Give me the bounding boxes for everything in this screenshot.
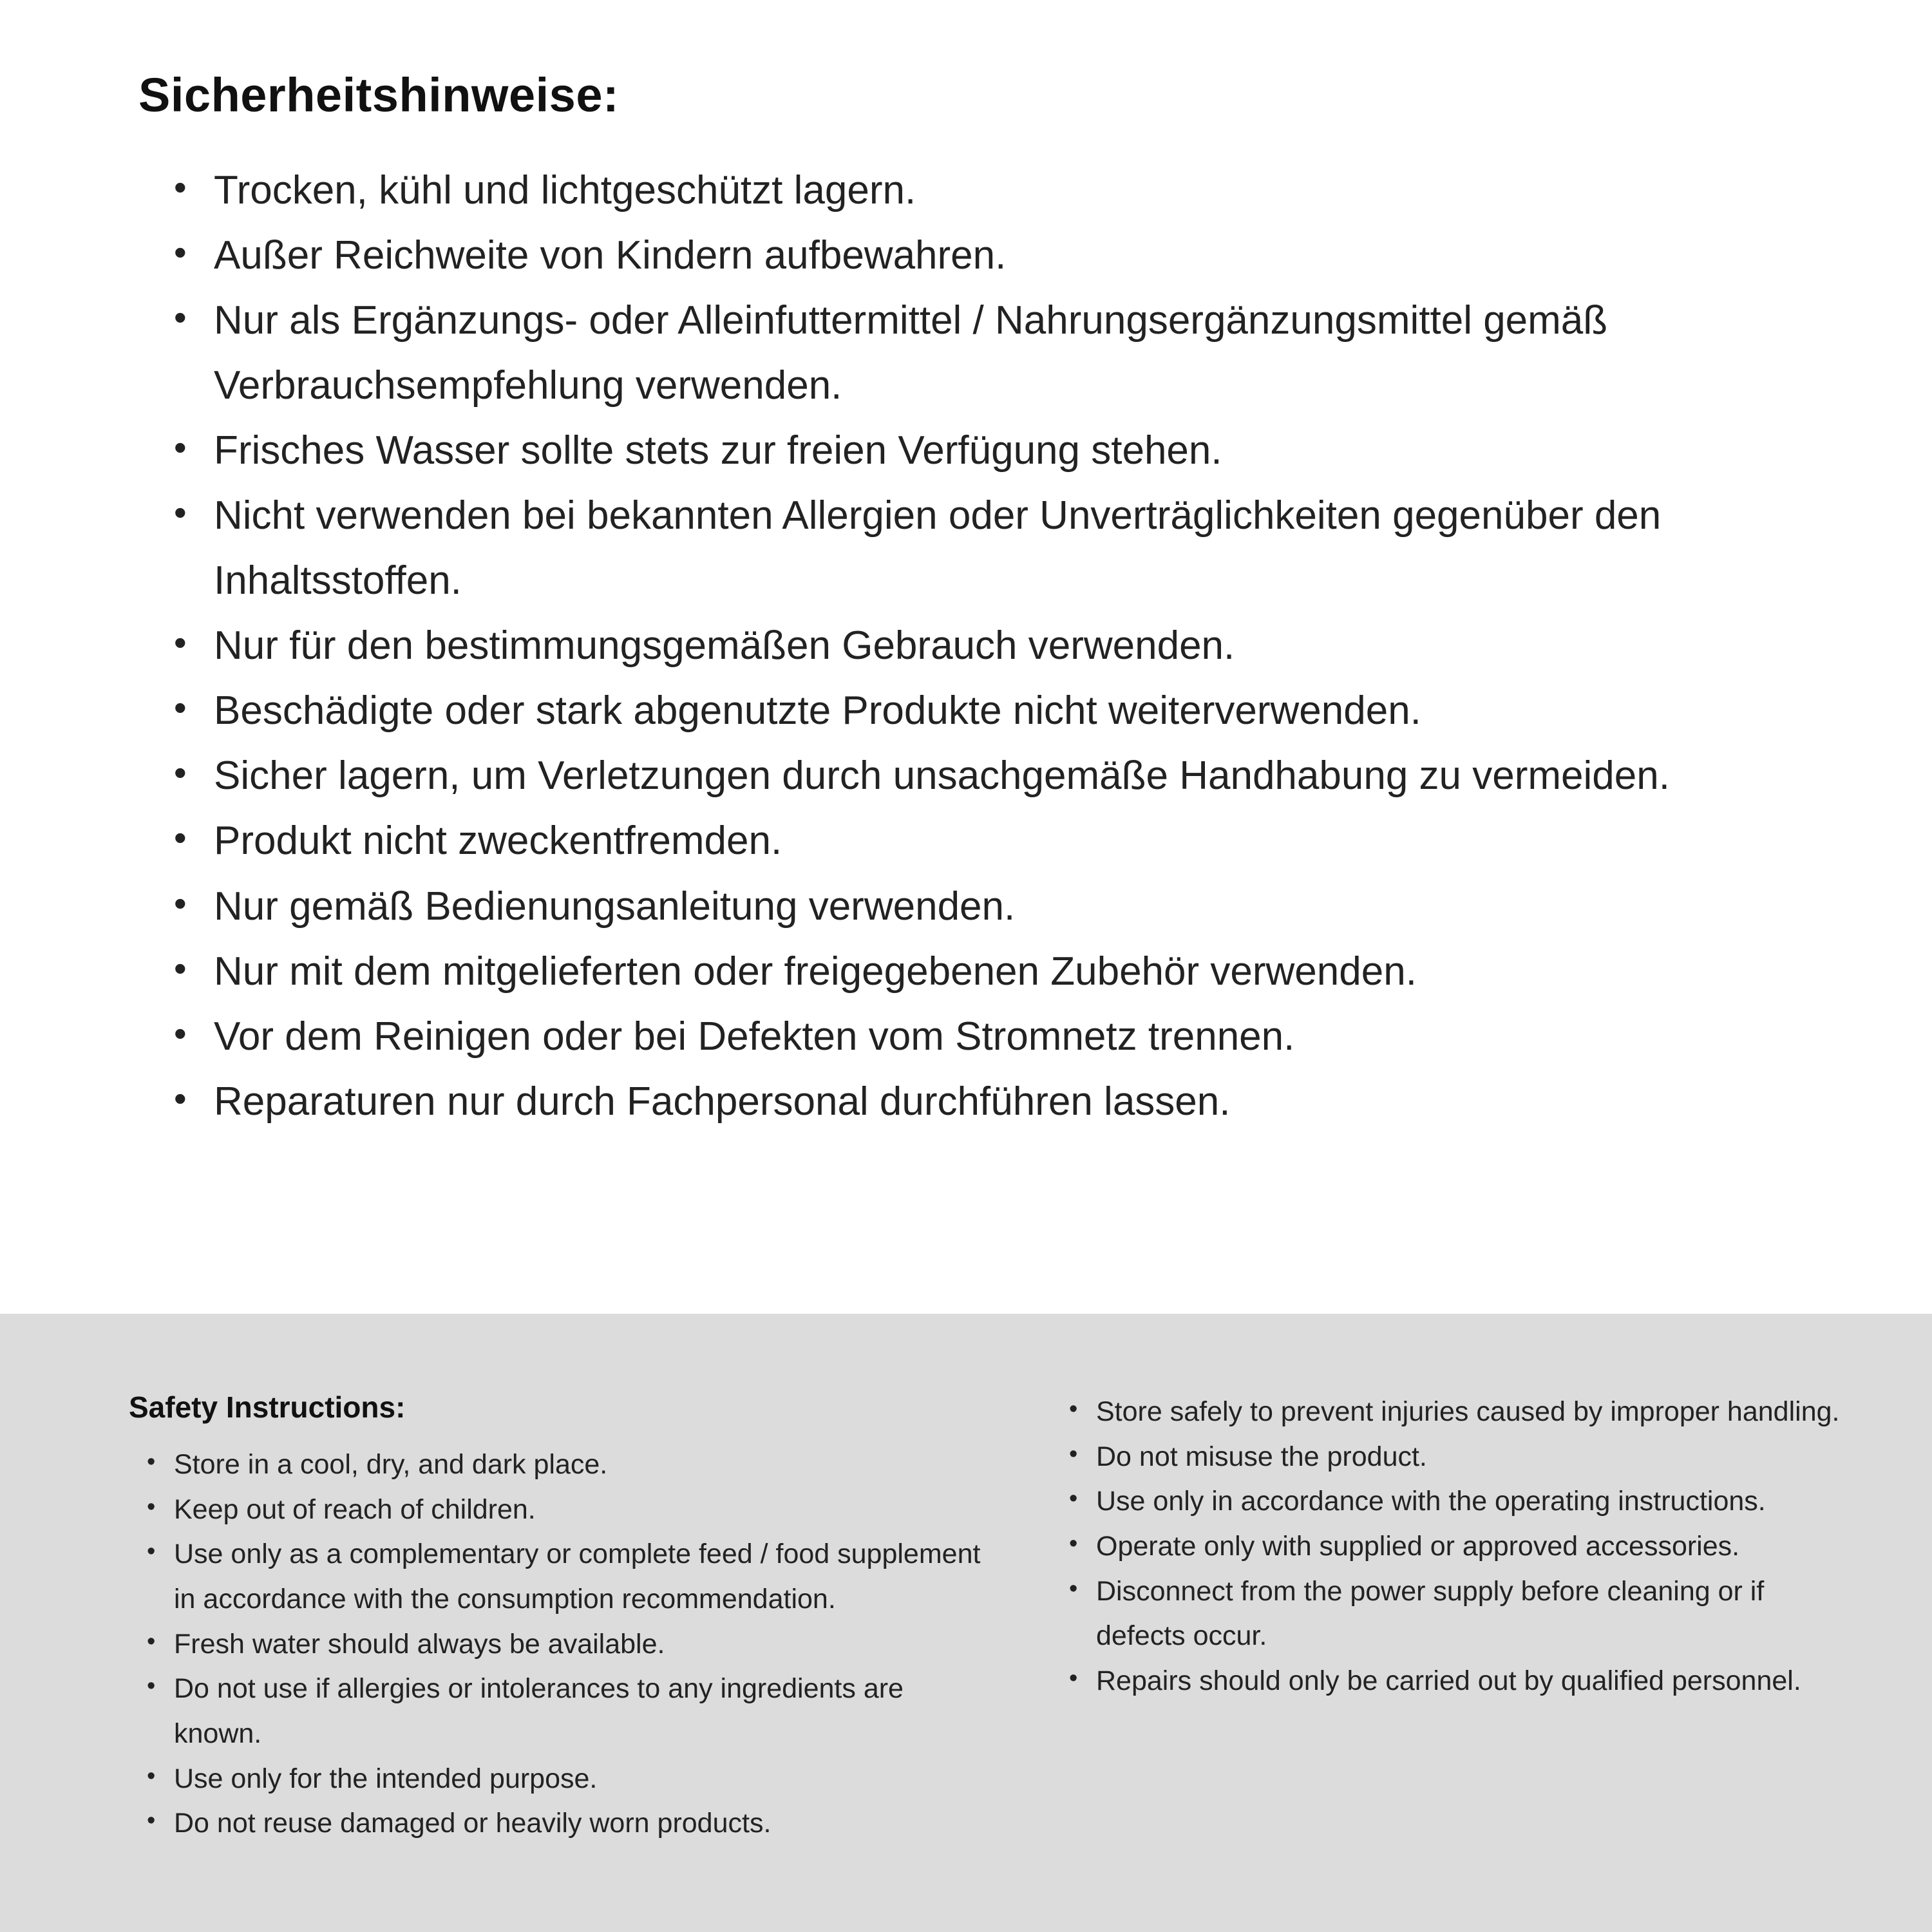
- list-item: • Disconnect from the power supply before cleaning or if defects occur.: [1069, 1569, 1848, 1659]
- german-list: [138, 158, 1835, 1134]
- list-item: • Nicht verwenden bei bekannten Allergien oder Unverträglichkeiten gegenüber den Inhaltsstoffen.: [174, 483, 1835, 613]
- list-item: • Außer Reichweite von Kindern aufbewahren.: [174, 223, 1835, 288]
- german-title: Sicherheitshinweise:: [138, 68, 620, 122]
- list-item: • Repairs should only be carried out by qualified personnel.: [1069, 1659, 1848, 1704]
- list-item: • Nur mit dem mitgelieferten oder freigegebenen Zubehör verwenden.: [174, 939, 1835, 1004]
- list-item: • Do not use if allergies or intolerances to any ingredients are known.: [147, 1667, 985, 1756]
- english-title: Safety Instructions:: [129, 1390, 406, 1424]
- list-item: • Store in a cool, dry, and dark place.: [147, 1443, 985, 1488]
- list-item: • Store safely to prevent injuries caused by improper handling.: [1069, 1390, 1848, 1435]
- list-item: • Reparaturen nur durch Fachpersonal durchführen lassen.: [174, 1069, 1835, 1134]
- list-item: • Do not misuse the product.: [1069, 1435, 1848, 1480]
- list-item: • Keep out of reach of children.: [147, 1488, 985, 1533]
- list-item: • Trocken, kühl und lichtgeschützt lagern.: [174, 158, 1835, 223]
- list-item: • Nur für den bestimmungsgemäßen Gebrauch verwenden.: [174, 613, 1835, 678]
- english-left-list: [129, 1443, 985, 1846]
- list-item: • Nur als Ergänzungs- oder Alleinfuttermittel / Nahrungsergänzungsmittel gemäß Verbrauchsempfehlung verwenden.: [174, 288, 1835, 418]
- list-item: • Frisches Wasser sollte stets zur freien Verfügung stehen.: [174, 418, 1835, 483]
- english-right-column: [1069, 1390, 1848, 1932]
- list-item: • Use only for the intended purpose.: [147, 1757, 985, 1802]
- list-item: • Fresh water should always be available.: [147, 1622, 985, 1667]
- list-item: • Sicher lagern, um Verletzungen durch unsachgemäße Handhabung zu vermeiden.: [174, 743, 1835, 808]
- list-item: • Do not reuse damaged or heavily worn products.: [147, 1801, 985, 1846]
- list-item: • Nur gemäß Bedienungsanleitung verwenden.: [174, 874, 1835, 939]
- list-item: • Use only as a complementary or complete feed / food supplement in accordance with the consumption recommendation.: [147, 1532, 985, 1622]
- english-right-list: [1069, 1390, 1848, 1704]
- list-item: • Operate only with supplied or approved accessories.: [1069, 1524, 1848, 1569]
- english-section: [0, 1314, 1932, 1932]
- english-left-column: [129, 1390, 985, 1932]
- list-item: • Beschädigte oder stark abgenutzte Produkte nicht weiterverwenden.: [174, 678, 1835, 743]
- list-item: • Produkt nicht zweckentfremden.: [174, 808, 1835, 873]
- list-item: • Vor dem Reinigen oder bei Defekten vom Stromnetz trennen.: [174, 1004, 1835, 1069]
- list-item: • Use only in accordance with the operating instructions.: [1069, 1479, 1848, 1524]
